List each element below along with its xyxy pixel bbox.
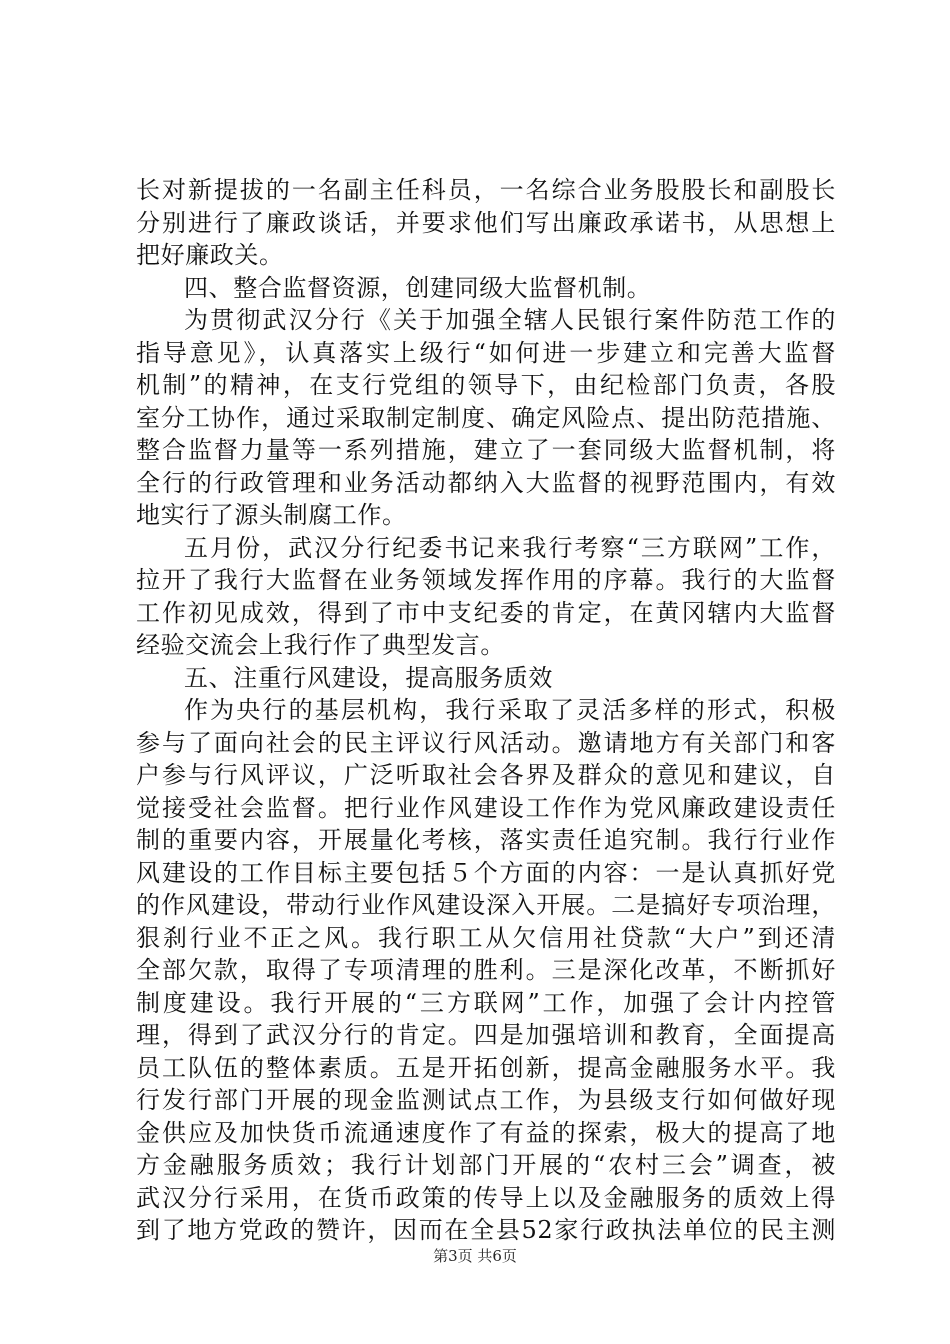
text-line: 金供应及加快货币流通速度作了有益的探索，极大的提高了地	[136, 1118, 836, 1147]
text-line: 行发行部门开展的现金监测试点工作，为县级支行如何做好现	[136, 1086, 836, 1114]
text-line: 全部欠款，取得了专项清理的胜利。三是深化改革，不断抓好	[136, 956, 836, 984]
text-line: 武汉分行采用，在货币政策的传导上以及金融服务的质效上得	[136, 1183, 836, 1212]
text-line: 指导意见》，认真落实上级行“如何进一步建立和完善大监督	[136, 338, 836, 367]
text-line: 把好廉政关。	[136, 241, 284, 269]
section-heading: 四、整合监督资源，创建同级大监督机制。	[184, 273, 652, 302]
document-body	[136, 174, 836, 1247]
section-heading: 五、注重行风建设，提高服务质效	[184, 663, 553, 692]
text-line: 方金融服务质效；我行计划部门开展的“农村三会”调查，被	[136, 1151, 836, 1179]
text-line: 员工队伍的整体素质。五是开拓创新，提高金融服务水平。我	[136, 1053, 836, 1082]
text-line: 风建设的工作目标主要包括５个方面的内容：一是认真抓好党	[136, 858, 836, 887]
text-line: 工作初见成效，得到了市中支纪委的肯定，在黄冈辖内大监督	[136, 598, 836, 627]
text-line: 狠刹行业不正之风。我行职工从欠信用社贷款“大户”到还清	[136, 923, 836, 952]
text-line: 为贯彻武汉分行《关于加强全辖人民银行案件防范工作的	[184, 306, 836, 334]
text-line: 制度建设。我行开展的“三方联网”工作，加强了会计内控管	[136, 988, 836, 1017]
page-number: 第3页 共6页	[433, 1247, 517, 1265]
text-line: 作为央行的基层机构，我行采取了灵活多样的形式，积极	[184, 696, 836, 724]
text-line: 地实行了源头制腐工作。	[136, 501, 407, 529]
text-line: 全行的行政管理和业务活动都纳入大监督的视野范围内，有效	[136, 468, 836, 497]
text-line: 户参与行风评议，广泛听取社会各界及群众的意见和建议，自	[136, 761, 836, 789]
text-line: 五月份，武汉分行纪委书记来我行考察“三方联网”工作，	[184, 533, 836, 562]
text-line: 的作风建设，带动行业作风建设深入开展。二是搞好专项治理，	[136, 891, 836, 919]
text-line: 理，得到了武汉分行的肯定。四是加强培训和教育，全面提高	[136, 1021, 836, 1049]
text-line: 长对新提拔的一名副主任科员，一名综合业务股股长和副股长	[136, 176, 836, 204]
text-line: 经验交流会上我行作了典型发言。	[136, 631, 505, 659]
text-line: 觉接受社会监督。把行业作风建设工作作为党风廉政建设责任	[136, 793, 836, 822]
text-line: 室分工协作，通过采取制定制度、确定风险点、提出防范措施、	[136, 403, 836, 432]
text-line: 制的重要内容，开展量化考核，落实责任追究制。我行行业作	[136, 826, 836, 854]
text-line: 拉开了我行大监督在业务领域发挥作用的序幕。我行的大监督	[136, 566, 836, 594]
text-line: 机制”的精神，在支行党组的领导下，由纪检部门负责，各股	[136, 371, 836, 399]
text-line: 到了地方党政的赞许，因而在全县52家行政执法单位的民主测	[136, 1216, 836, 1244]
text-line: 整合监督力量等一系列措施，建立了一套同级大监督机制，将	[136, 436, 836, 464]
text-line: 分别进行了廉政谈话，并要求他们写出廉政承诺书，从思想上	[136, 208, 836, 237]
text-line: 参与了面向社会的民主评议行风活动。邀请地方有关部门和客	[136, 728, 836, 757]
